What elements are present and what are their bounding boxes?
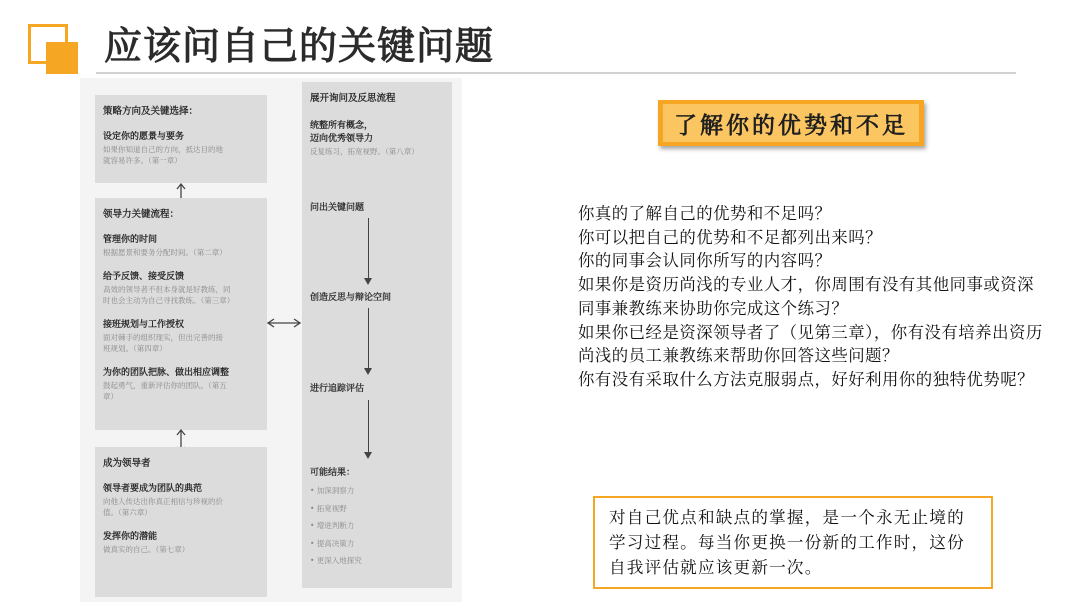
question-text: 你真的了解自己的优势和不足吗？	[578, 204, 832, 223]
results-list	[310, 482, 362, 570]
strategy-panel	[95, 95, 267, 183]
results-title: 可能结果：	[310, 468, 356, 478]
summary-note-box	[593, 496, 993, 589]
flow-arrow-line	[368, 400, 369, 454]
process-item-title: 为你的团队把脉、做出相应调整	[103, 368, 230, 378]
reflection-panel-title: 展开询问及反思流程	[310, 93, 396, 104]
process-item	[103, 271, 259, 306]
reflection-subtitle-line1: 统整所有概念，	[310, 121, 374, 131]
leader-item-desc: 向他人传达出你真正相信与珍视的价	[103, 497, 223, 506]
question-text: 你的同事会认同你所写的内容吗？	[578, 251, 832, 271]
section-heading-inner	[663, 104, 919, 142]
strategy-panel-title: 策略方向及关键选择：	[103, 106, 199, 117]
leader-item-desc: 值。（第六章）	[103, 508, 152, 517]
leader-item	[103, 483, 259, 518]
flow-arrow-line	[368, 218, 369, 280]
left-right-arrow-icon	[266, 316, 302, 330]
question-text: 你有没有采取什么方法克服弱点，好好利用你的独特优势呢？	[578, 369, 1035, 389]
flow-arrow-line	[368, 308, 369, 370]
title-divider	[96, 72, 1016, 74]
question-text: 如果你已经是资深领导者了（见第三章），你有没有培养出资历尚浅的员工兼教练来帮助你回答这些问题？	[578, 322, 1043, 366]
process-item-title: 管理你的时间	[103, 235, 158, 245]
result-item: • 加深洞察力	[310, 486, 355, 495]
strategy-item-title: 设定你的愿景与要务	[103, 132, 185, 142]
process-item-title: 给予反馈、接受反馈	[103, 272, 185, 282]
result-item: • 增进判断力	[310, 521, 355, 530]
leader-item-desc: 做真实的自己。（第七章）	[103, 545, 190, 554]
process-item-desc: 章）	[103, 392, 118, 401]
flow-step-reflection-space: 创造反思与辩论空间	[310, 293, 392, 303]
key-process-panel	[95, 198, 267, 430]
arrow-down-icon	[364, 452, 372, 459]
logo-square-fill	[46, 42, 78, 74]
process-item-desc: 班规划。（第四章）	[103, 344, 167, 353]
leader-item-title: 发挥你的潜能	[103, 532, 158, 542]
reflection-desc: 反复练习，拓宽视野。（第八章）	[310, 147, 419, 156]
become-leader-panel	[95, 447, 267, 597]
page-title: 应该问自己的关键问题	[104, 24, 495, 68]
section-heading-box	[658, 100, 924, 146]
key-process-panel-title: 领导力关键流程：	[103, 209, 180, 220]
leader-item	[103, 531, 259, 555]
process-item	[103, 234, 259, 258]
strategy-item	[103, 131, 259, 166]
question-text: 你可以把自己的优势和不足都列出来吗？	[578, 227, 883, 247]
strategy-item-desc-line1: 如果你知道自己的方向，抵达目的地	[103, 145, 223, 154]
process-item-title: 接班规划与工作授权	[103, 320, 185, 330]
section-heading: 了解你的优势和不足	[674, 112, 908, 139]
process-item	[103, 319, 259, 354]
leader-item-title: 领导者要成为团队的典范	[103, 484, 203, 494]
process-item-desc: 面对棘手的组织现实，但出完善的接	[103, 333, 223, 342]
result-item: • 更深入地探究	[310, 556, 362, 565]
process-item-desc: 鼓起勇气，重新评估你的团队。（第五	[103, 381, 227, 390]
arrow-down-icon	[364, 278, 372, 285]
process-item	[103, 367, 259, 402]
leadership-framework-diagram	[80, 78, 462, 602]
result-item: • 提高决策力	[310, 538, 355, 548]
become-leader-panel-title: 成为领导者	[103, 458, 151, 469]
summary-note-text: 对自己优点和缺点的掌握，是一个永无止境的学习过程。每当你更换一份新的工作时，这份自我评估就应该更新一次。	[609, 508, 965, 577]
question-text: 如果你是资历尚浅的专业人才，你周围有没有其他同事或资深同事兼教练来协助你完成这个练习？	[578, 275, 1035, 318]
strategy-item-desc-line2: 就容易许多。（第一章）	[103, 156, 182, 165]
result-item: • 拓宽视野	[310, 503, 347, 513]
flow-step-ask-questions: 问出关键问题	[310, 203, 365, 213]
question-list	[578, 202, 1048, 392]
reflection-process-panel	[302, 82, 452, 588]
flow-step-follow-up: 进行追踪评估	[310, 384, 365, 394]
arrow-down-icon	[364, 368, 372, 375]
process-item-desc: 高效的领导者不但本身就是好教练，同	[103, 285, 231, 294]
process-item-desc: 根据愿景和要务分配时间。（第二章）	[103, 248, 227, 257]
reflection-subtitle-line2: 迈向优秀领导力	[310, 134, 374, 144]
process-item-desc: 时也会主动为自己寻找教练。（第三章）	[103, 296, 235, 305]
